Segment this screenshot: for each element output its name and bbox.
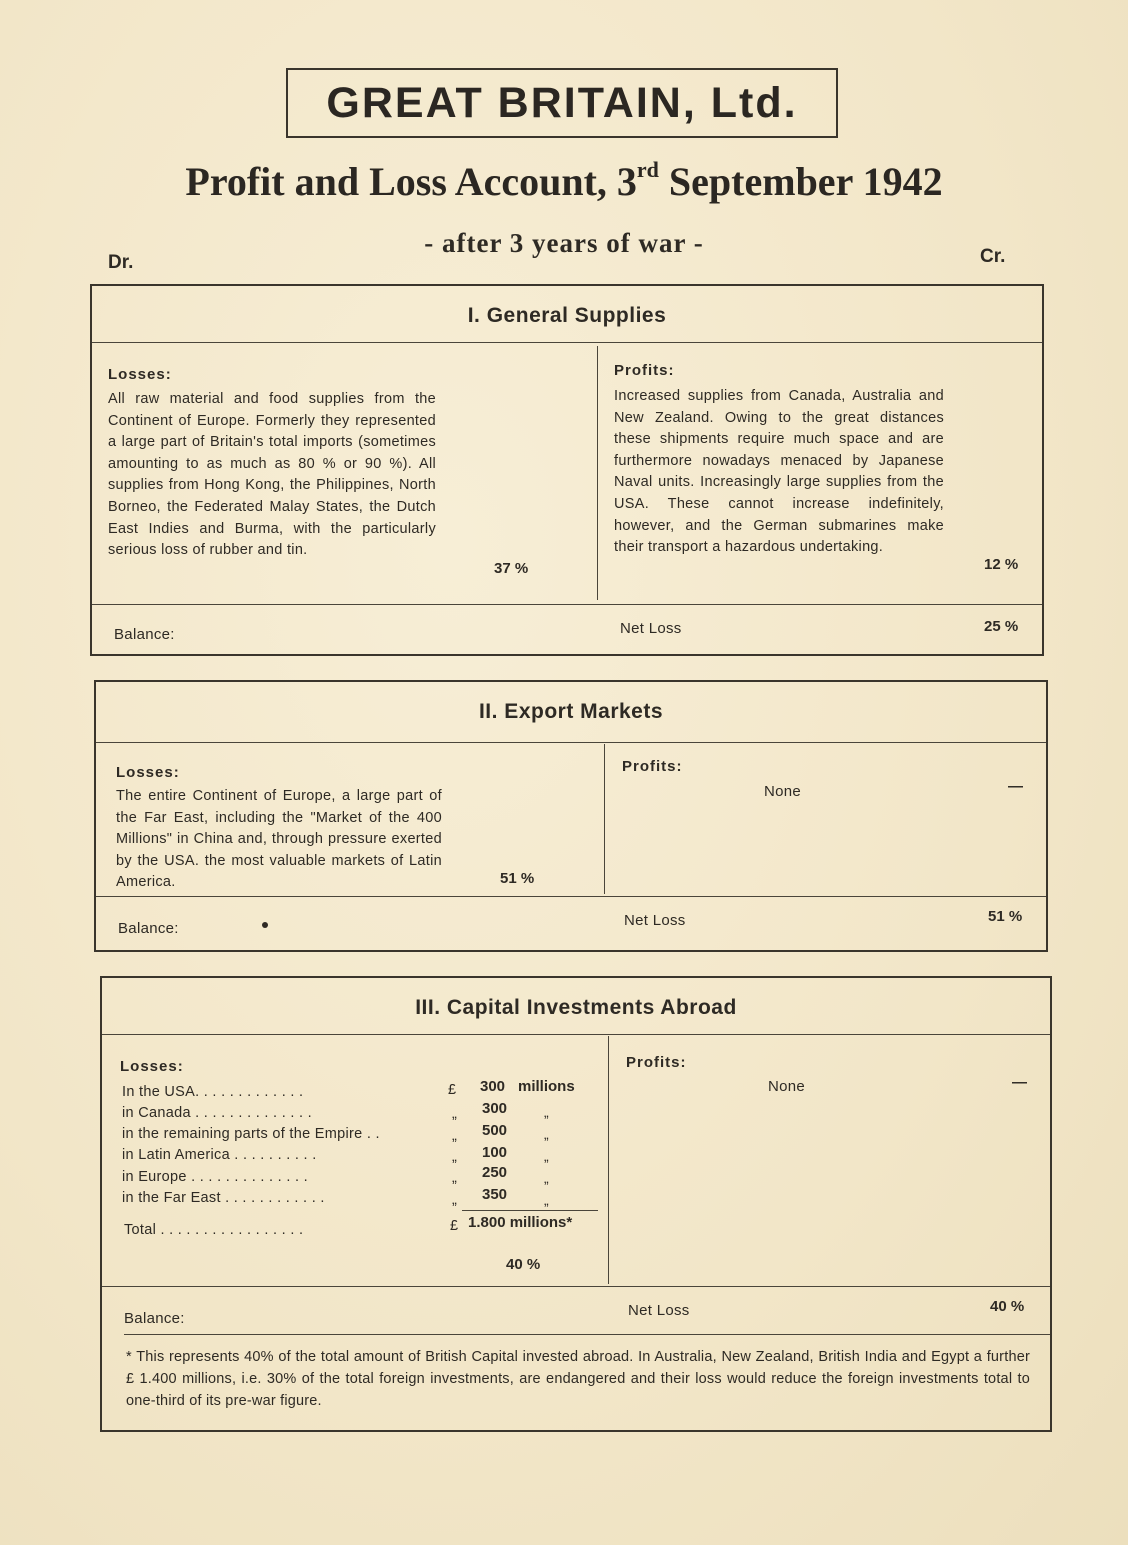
currency-symbol: £ <box>448 1082 457 1098</box>
divider <box>92 604 1042 605</box>
profits-percent: 12 % <box>984 556 1019 573</box>
investment-place: in the remaining parts of the Empire . . <box>122 1126 380 1142</box>
title-text: Profit and Loss Account, 3 <box>185 159 637 204</box>
profits-none: None <box>764 783 802 800</box>
net-loss-percent: 25 % <box>984 618 1019 635</box>
losses-percent: 51 % <box>500 870 535 887</box>
footnote: * This represents 40% of the total amount of British Capital invested abroad. In Australia, New Zealand, British India and Egypt a further £ 1.400 millions, i.e. 30% of the total foreign investments, are endangered and their loss would reduce the foreign investments total to one-third of its pre-war figure. <box>126 1349 1030 1409</box>
divider <box>96 742 1046 743</box>
losses-text: The entire Continent of Europe, a large part of the Far East, including the "Market of the 400 Millions" in China and, through pressure exerted by the USA. the most valuable markets of Latin America. <box>116 788 442 891</box>
ditto-mark: „ <box>452 1170 457 1186</box>
section-export-markets <box>94 680 1048 952</box>
divider <box>96 896 1046 897</box>
ditto-mark: „ <box>544 1148 549 1164</box>
divider <box>92 342 1042 343</box>
ink-dot <box>262 922 268 928</box>
investment-total: 1.800 millions* <box>468 1214 573 1231</box>
column-divider <box>604 744 605 894</box>
divider <box>102 1034 1050 1035</box>
investment-row-usa <box>122 1084 303 1100</box>
debit-label: Dr. <box>108 252 134 273</box>
investment-row-empire <box>122 1126 380 1142</box>
ditto-mark: „ <box>452 1106 457 1122</box>
net-loss-percent: 40 % <box>990 1298 1025 1315</box>
profits-label: Profits: <box>614 362 675 379</box>
ditto-mark: „ <box>544 1170 549 1186</box>
investment-amount: 350 <box>482 1186 508 1203</box>
investment-amount: 300 <box>480 1078 506 1095</box>
profits-percent: — <box>1012 1074 1027 1091</box>
page-title <box>0 158 1128 205</box>
investment-row-far-east <box>122 1190 325 1206</box>
section-title: I. General Supplies <box>467 304 667 327</box>
profits-none: None <box>768 1078 806 1095</box>
investment-row-latin-america <box>122 1147 317 1163</box>
column-divider <box>608 1036 609 1284</box>
ditto-mark: „ <box>544 1192 549 1208</box>
balance-label: Balance: <box>118 920 179 937</box>
investment-place: in Canada . . . . . . . . . . . . . . <box>122 1105 313 1121</box>
column-divider <box>597 346 598 600</box>
currency-symbol: £ <box>450 1218 459 1234</box>
title-date: September 1942 <box>658 159 943 204</box>
ditto-mark: „ <box>452 1192 457 1208</box>
net-loss-label: Net Loss <box>628 1302 690 1319</box>
ditto-mark: „ <box>452 1149 457 1165</box>
investment-row-canada <box>122 1105 312 1121</box>
section-title: II. Export Markets <box>478 700 664 723</box>
losses-text: All raw material and food supplies from the Continent of Europe. Formerly they represented a large part of Britain's total imports (sometimes amounting to as much as 80 % or 90 %). All supplies from Hong Kong, the Philippines, North Borneo, the Federated Malay States, the Dutch East Indies and Burma, with the particularly serious loss of rubber and tin. <box>108 391 436 559</box>
investment-total-label: Total . . . . . . . . . . . . . . . . . <box>124 1222 304 1238</box>
company-title-box <box>286 68 838 138</box>
losses-label: Losses: <box>120 1058 184 1075</box>
investment-place: in Latin America . . . . . . . . . . <box>122 1147 317 1163</box>
balance-label: Balance: <box>114 626 175 643</box>
ditto-mark: „ <box>452 1128 457 1144</box>
section-title: III. Capital Investments Abroad <box>415 996 737 1019</box>
investment-place: in Europe . . . . . . . . . . . . . . <box>122 1169 308 1185</box>
investment-amount: 250 <box>482 1164 508 1181</box>
profits-percent: — <box>1008 778 1023 795</box>
losses-percent: 40 % <box>506 1256 541 1273</box>
divider <box>102 1286 1050 1287</box>
total-rule <box>462 1210 598 1211</box>
losses-percent: 37 % <box>494 560 529 577</box>
investment-amount: 500 <box>482 1122 508 1139</box>
investment-amount: 300 <box>482 1100 508 1117</box>
investment-unit: millions <box>518 1078 575 1095</box>
ditto-mark: „ <box>544 1104 549 1120</box>
losses-label: Losses: <box>116 764 180 781</box>
company-title: GREAT BRITAIN, Ltd. <box>326 78 798 127</box>
tagline: - after 3 years of war - <box>424 228 704 258</box>
profits-text: Increased supplies from Canada, Australia and New Zealand. Owing to the great distances these shipments require much space and are furthermore nowadays menaced by Japanese Naval units. Increasingly large supplies from the USA. These cannot increase indefinitely, however, and the German submarines make their transport a hazardous undertaking. <box>614 388 944 556</box>
net-loss-percent: 51 % <box>988 908 1023 925</box>
investment-place: in the Far East . . . . . . . . . . . . <box>122 1190 325 1206</box>
investment-row-europe <box>122 1169 308 1185</box>
ditto-mark: „ <box>544 1126 549 1142</box>
net-loss-label: Net Loss <box>620 620 682 637</box>
net-loss-label: Net Loss <box>624 912 686 929</box>
investment-amount: 100 <box>482 1144 508 1161</box>
losses-label: Losses: <box>108 366 172 383</box>
section-general-supplies <box>90 284 1044 656</box>
profits-label: Profits: <box>622 758 683 775</box>
divider <box>124 1334 1050 1335</box>
credit-label: Cr. <box>980 246 1006 267</box>
balance-label: Balance: <box>124 1310 185 1327</box>
investment-place: In the USA. . . . . . . . . . . . . <box>122 1084 304 1100</box>
profits-label: Profits: <box>626 1054 687 1071</box>
title-superscript: rd <box>636 156 659 182</box>
